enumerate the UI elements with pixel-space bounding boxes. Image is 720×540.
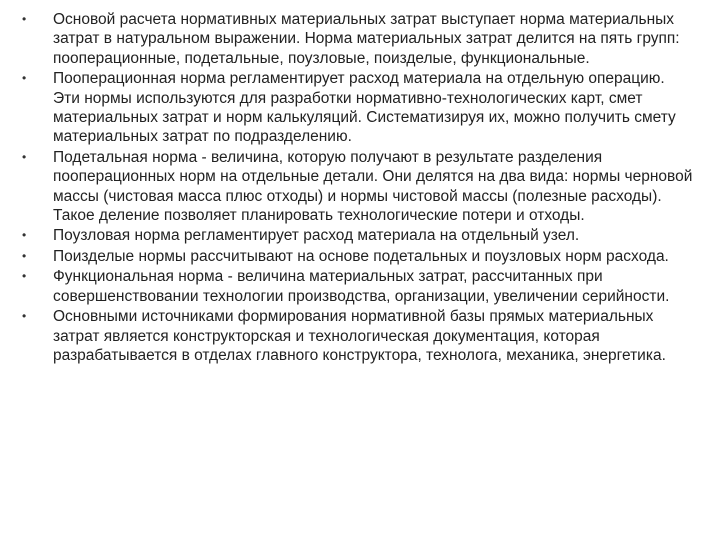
bullet-dot-icon: • <box>22 248 27 263</box>
bullet-dot-icon: • <box>22 12 27 26</box>
bullet-dot-icon: • <box>22 309 27 324</box>
list-item-text: Поизделые нормы рассчитывают на основе подетальных и поузловых норм расхода. <box>53 247 669 265</box>
list-item-text: Поузловая норма регламентирует расход материала на отдельный узел. <box>53 227 580 245</box>
list-item <box>22 247 694 266</box>
list-item <box>22 267 694 306</box>
bullet-dot-icon: • <box>22 269 27 284</box>
bullet-dot-icon: • <box>22 71 27 86</box>
list-item <box>22 148 694 226</box>
list-item-text: Основой расчета нормативных материальных затрат выступает норма материальных затрат в натуральном выражении. Норма материальных затрат делится на пять групп: пооперационные, подетальные, поузловые, поизделые, функциональные. <box>53 11 680 67</box>
bullet-dot-icon: • <box>22 228 27 243</box>
list-item-text: Пооперационная норма регламентирует расход материала на отдельную операцию. Эти нормы используются для разработки нормативно-технологических карт, смет материальных затрат и норм калькуляций. Систематизируя их, можно получить смету материальных затрат по подразделению. <box>53 70 676 146</box>
list-item-text: Функциональная норма - величина материальных затрат, рассчитанных при совершенствовании технологии производства, организации, увеличении серийности. <box>53 268 670 305</box>
list-item <box>22 10 694 68</box>
bullet-list <box>22 10 694 366</box>
bullet-dot-icon: • <box>22 149 27 164</box>
list-item-text: Основными источниками формирования нормативной базы прямых материальных затрат является конструкторская и технологическая документация, которая разрабатывается в отделах главного конструктора, технолога, механика, энергетика. <box>53 308 666 364</box>
list-item <box>22 307 694 365</box>
list-item-text: Подетальная норма - величина, которую получают в результате разделения пооперационных норм на отдельные детали. Они делятся на два вида: нормы черновой массы (чистовая масса плюс отходы) и нормы чистовой массы (полезные расходы). Такое деление позволяет планировать технологические потери и отходы. <box>53 148 693 225</box>
list-item <box>22 226 694 245</box>
list-item <box>22 69 694 147</box>
